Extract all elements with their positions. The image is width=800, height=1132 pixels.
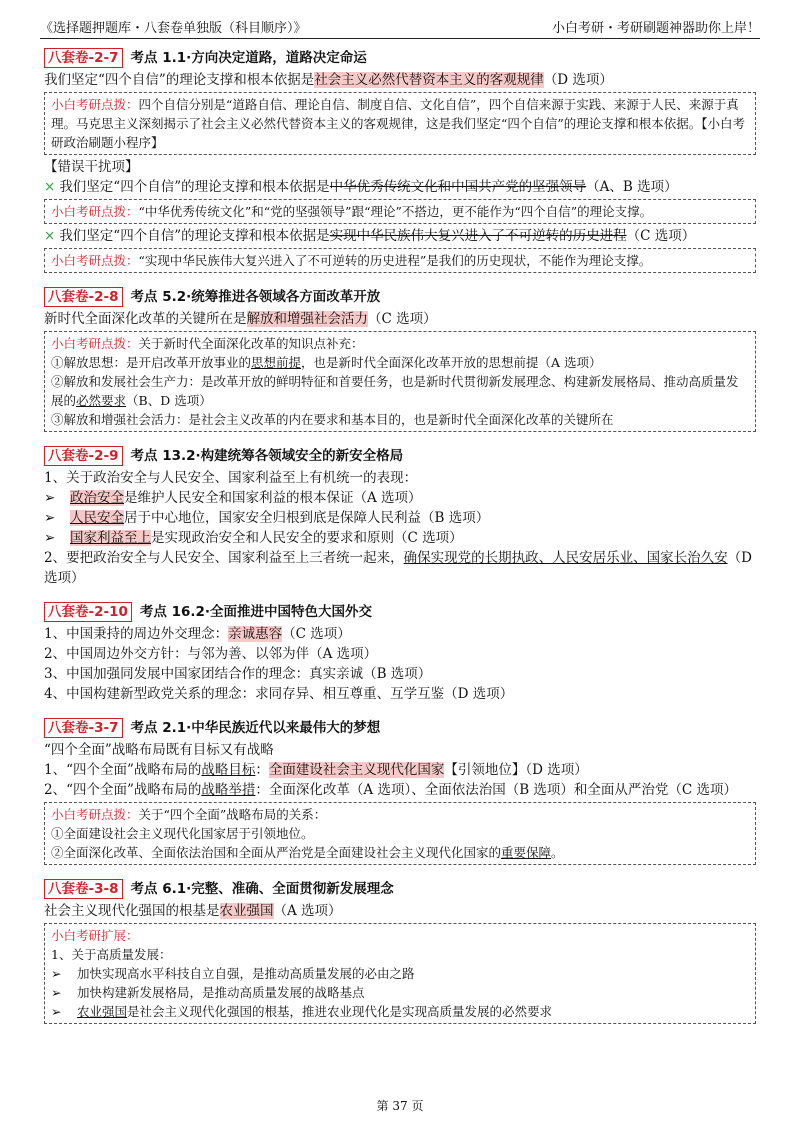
tip-item [51,983,749,1002]
section-3-8 [44,879,756,1024]
highlight: 社会主义必然代替资本主义的客观规律 [314,72,544,88]
tip-label: 小白考研点拨： [51,97,139,112]
section-heading [44,48,756,68]
text: （D 选项） [44,550,752,586]
section-title: 考点 6.1·完整、准确、全面贯彻新发展理念 [130,881,394,897]
tip-box [44,923,756,1024]
strike-text: 中华优秀传统文化和中国共产党的坚强领导 [329,179,587,195]
tip-item [51,353,749,372]
point-line [44,624,756,644]
text: （A 选项） [273,903,342,919]
tip-item: ①全面建设社会主义现代化国家居于引领地位。 [51,826,314,841]
section-heading [44,446,756,466]
text: ：全面深化改革（A 选项）、全面依法治国（B 选项）和全面从严治党（C 选项） [255,782,738,798]
answer-line [44,70,756,90]
answer-line [44,309,756,329]
tip-text: “实现中华民族伟大复兴进入了不可逆转的历史进程”是我们的历史现状，不能作为理论支撑。 [138,253,652,268]
section-tag: 八套卷-2-9 [44,446,123,466]
tip-box [44,802,756,865]
text: 是维护人民安全和国家利益的根本保证（A 选项） [124,490,422,506]
text: ，也是新时代全面深化改革开放的思想前提（A 选项） [301,355,602,370]
section-tag: 八套卷-2-7 [44,48,123,68]
tip-item: ③解放和增强社会活力：是社会主义改革的内在要求和基本目的，也是新时代全面深化改革的关键所在 [51,412,614,427]
point-line: “四个全面”战略布局既有目标又有战略 [44,742,274,758]
tip-label: 小白考研点拨： [51,807,139,822]
highlight: 解放和增强社会活力 [246,311,368,327]
section-title: 考点 5.2·统筹推进各领域各方面改革开放 [130,289,381,305]
arrow-bullet-icon: ➢ [51,985,62,1000]
section-2-9 [44,446,756,588]
text: （C 选项） [282,626,351,642]
section-title: 考点 13.2·构建统筹各领域安全的新安全格局 [130,448,404,464]
text: （A、B 选项） [586,179,678,195]
point-line: 1、关于政治安全与人民安全、国家利益至上有机统一的表现： [44,470,418,486]
underline-text: 农业强国 [77,1004,128,1019]
section-heading [44,718,756,738]
tip-box [44,92,756,155]
tip-text: 四个自信分别是“道路自信、理论自信、制度自信、文化自信”，四个自信来源于实践、来源于人民、来源于真理。马克思主义深刻揭示了社会主义必然代替资本主义的客观规律，这是我们坚定“四个自信”的理论支撑和根本依据。【小白考研政治刷题小程序】 [51,97,746,150]
underline-text: 战略举措 [201,782,256,798]
answer-line [44,901,756,921]
arrow-bullet-icon: ➢ [44,490,56,506]
bullet-item [44,528,756,548]
text: （C 选项） [626,228,696,244]
tip-label: 小白考研点拨： [51,253,139,268]
text: 1、“四个全面”战略布局的 [44,762,202,778]
text: ②解放和发展社会生产力：是改革开放的鲜明特征和首要任务，也是新时代贯彻新发展理念、构建新发展格局、推动高质量发展的 [51,374,739,408]
tip-item: 1、关于高质量发展： [51,947,172,962]
header-right-slogan: 小白考研・考研刷题神器助你上岸！ [551,21,760,36]
tip-text: 关于新时代全面深化改革的知识点补充： [138,336,364,351]
tip-text: “中华优秀传统文化”和“党的坚强领导”跟“理论”不搭边，更不能作为“四个自信”的理论支撑。 [138,204,653,219]
text: 1、中国秉持的周边外交理念： [44,626,229,642]
text: 居于中心地位，国家安全归根到底是保障人民利益（B 选项） [124,510,490,526]
tip-item [51,964,749,983]
point-line [44,548,756,588]
underline-text: 战略目标 [201,762,256,778]
section-title: 考点 1.1·方向决定道路，道路决定命运 [130,50,367,66]
arrow-bullet-icon: ➢ [44,530,56,546]
cross-icon: × [44,179,56,195]
text: 我们坚定“四个自信”的理论支撑和根本依据是 [59,228,330,244]
point-line: 2、中国周边外交方针：与邻为善、以邻为伴（A 选项） [44,646,378,662]
text: 【引领地位】（D 选项） [444,762,588,778]
bullet-item [44,508,756,528]
text: （C 选项） [368,311,437,327]
tip-item [51,372,749,410]
text: 是实现政治安全和人民安全的要求和原则（C 选项） [151,530,463,546]
highlight: 国家利益至上 [70,530,151,546]
tip-label: 小白考研点拨： [51,204,139,219]
page-header [40,14,760,39]
text: 2、要把政治安全与人民安全、国家利益至上三者统一起来， [44,550,404,566]
text: 社会主义现代化强国的根基是 [44,903,220,919]
highlight: 农业强国 [219,903,274,919]
tip-label: 小白考研点拨： [51,336,139,351]
text: 我们坚定“四个自信”的理论支撑和根本依据是 [59,179,330,195]
point-line [44,760,756,780]
section-tag: 八套卷-3-8 [44,879,123,899]
highlight: 亲诚惠容 [228,626,283,642]
text: ②全面深化改革、全面依法治国和全面从严治党是全面建设社会主义现代化国家的 [51,845,502,860]
header-left-title: 《选择题押题库・八套卷单独版（科目顺序）》 [40,21,307,36]
section-title: 考点 16.2·全面推进中国特色大国外交 [139,604,373,620]
page-content [44,48,756,1038]
text: 加快实现高水平科技自立自强，是推动高质量发展的必由之路 [77,966,415,981]
text: （B、D 选项） [126,393,212,408]
text: ①解放思想：是开启改革开放事业的 [51,355,252,370]
underline-text: 重要保障 [501,845,552,860]
tip-label: 小白考研扩展： [51,928,139,943]
highlight: 人民安全 [70,510,124,526]
text: 。 [551,845,564,860]
section-heading [44,287,756,307]
underline-text: 思想前提 [251,355,302,370]
point-line [44,780,756,800]
tip-item [51,843,749,862]
bullet-item [44,488,756,508]
point-line: 4、中国构建新型政党关系的理念：求同存异、相互尊重、互学互鉴（D 选项） [44,686,514,702]
text: 我们坚定“四个自信”的理论支撑和根本依据是 [44,72,315,88]
text: 新时代全面深化改革的关键所在是 [44,311,247,327]
text: 加快构建新发展格局，是推动高质量发展的战略基点 [77,985,365,1000]
tip-box [44,199,756,224]
section-title: 考点 2.1·中华民族近代以来最伟大的梦想 [130,720,381,736]
section-2-8 [44,287,756,432]
section-tag: 八套卷-2-8 [44,287,123,307]
distractor-line [44,177,756,197]
section-2-10 [44,602,756,704]
section-tag: 八套卷-2-10 [44,602,132,622]
tip-text: 关于“四个全面”战略布局的关系： [138,807,327,822]
section-3-7 [44,718,756,865]
highlight: 全面建设社会主义现代化国家 [268,762,445,778]
section-heading [44,602,756,622]
arrow-bullet-icon: ➢ [44,510,56,526]
underline-text: 必然要求 [76,393,127,408]
text: （D 选项） [543,72,613,88]
distractor-heading: 【错误干扰项】 [44,159,139,175]
tip-item [51,1002,749,1021]
tip-box [44,331,756,432]
strike-text: 实现中华民族伟大复兴进入了不可逆转的历史进程 [329,228,627,244]
point-line: 3、中国加强同发展中国家团结合作的理念：真实亲诚（B 选项） [44,666,432,682]
text: 2、“四个全面”战略布局的 [44,782,202,798]
arrow-bullet-icon: ➢ [51,1004,62,1019]
text: ： [255,762,269,778]
cross-icon: × [44,228,56,244]
section-heading [44,879,756,899]
page-number: 第 37 页 [376,1099,424,1113]
underline-text: 确保实现党的长期执政、人民安居乐业、国家长治久安 [403,550,728,566]
text: 是社会主义现代化强国的根基，推进农业现代化是实现高质量发展的必然要求 [127,1004,553,1019]
distractor-line [44,226,756,246]
section-tag: 八套卷-3-7 [44,718,123,738]
tip-box [44,248,756,273]
arrow-bullet-icon: ➢ [51,966,62,981]
highlight: 政治安全 [70,490,124,506]
section-2-7 [44,48,756,273]
